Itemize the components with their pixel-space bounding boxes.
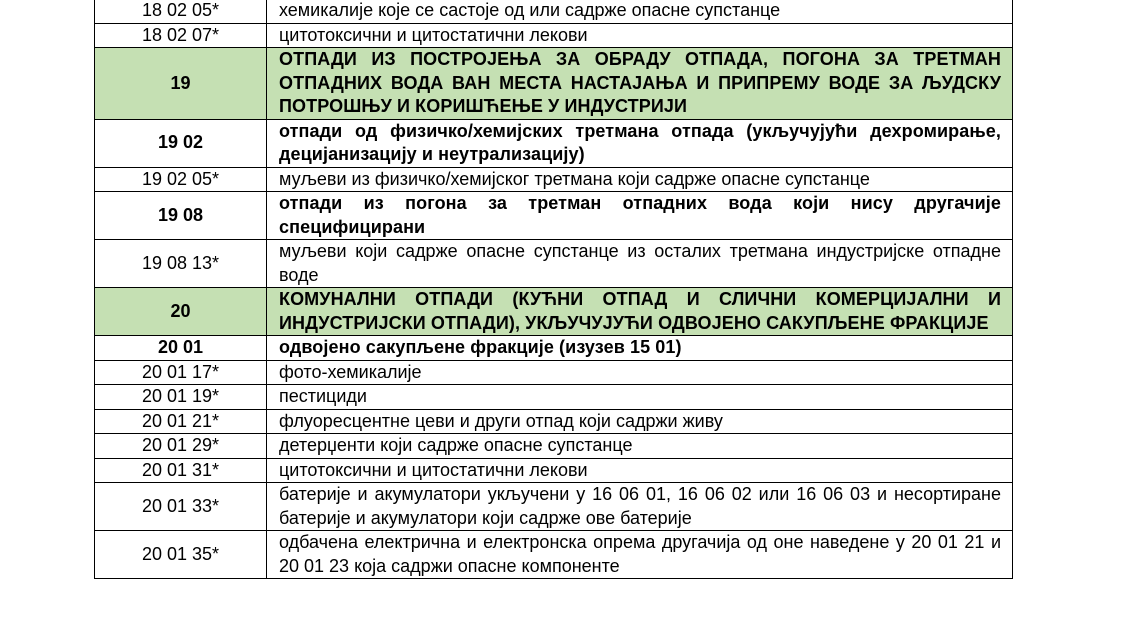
category-row [95, 48, 1013, 120]
waste-code-cell: 19 08 [95, 192, 267, 240]
waste-catalog-table [94, 0, 1013, 579]
waste-description-cell: батерије и акумулатори укључени у 16 06 01, 16 06 02 или 16 06 03 и несортиране батерије и акумулатори који садрже ове батерије [267, 483, 1013, 531]
waste-description-cell: муљеви из физичко/хемијског третмана који садрже опасне супстанце [267, 167, 1013, 192]
table-row [95, 360, 1013, 385]
waste-code-cell: 20 01 21* [95, 409, 267, 434]
waste-description-cell: цитотоксични и цитостатични лекови [267, 23, 1013, 48]
waste-description-cell: одбачена електрична и електронска опрема другачија од оне наведене у 20 01 21 и 20 01 23 која садржи опасне компоненте [267, 531, 1013, 579]
table-row [95, 240, 1013, 288]
waste-code-cell: 20 01 29* [95, 434, 267, 459]
waste-description-cell: хемикалије које се састоје од или садрже опасне супстанце [267, 0, 1013, 23]
waste-code-cell: 20 [95, 288, 267, 336]
subcategory-row [95, 336, 1013, 361]
waste-description-cell: флуоресцентне цеви и други отпад који садржи живу [267, 409, 1013, 434]
waste-description-cell: ОТПАДИ ИЗ ПОСТРОЈЕЊА ЗА ОБРАДУ ОТПАДА, ПОГОНА ЗА ТРЕТМАН ОТПАДНИХ ВОДА ВАН МЕСТА НАСТАЈАЊА И ПРИПРЕМУ ВОДЕ ЗА ЉУДСКУ ПОТРОШЊУ И КОРИШЋЕЊЕ У ИНДУСТРИЈИ [267, 48, 1013, 120]
table-row [95, 458, 1013, 483]
table-row [95, 0, 1013, 23]
waste-code-cell: 19 02 05* [95, 167, 267, 192]
table-row [95, 167, 1013, 192]
table-row [95, 531, 1013, 579]
waste-code-cell: 18 02 07* [95, 23, 267, 48]
table-row [95, 23, 1013, 48]
waste-description-cell: фото-хемикалије [267, 360, 1013, 385]
table-row [95, 483, 1013, 531]
waste-description-cell: пестициди [267, 385, 1013, 410]
waste-code-cell: 20 01 [95, 336, 267, 361]
waste-description-cell: детерџенти који садрже опасне супстанце [267, 434, 1013, 459]
table-row [95, 434, 1013, 459]
subcategory-row [95, 192, 1013, 240]
waste-code-cell: 19 08 13* [95, 240, 267, 288]
waste-description-cell: КОМУНАЛНИ ОТПАДИ (КУЋНИ ОТПАД И СЛИЧНИ КОМЕРЦИЈАЛНИ И ИНДУСТРИЈСКИ ОТПАДИ), УКЉУЧУЈУЋИ ОДВОЈЕНО САКУПЉЕНЕ ФРАКЦИЈЕ [267, 288, 1013, 336]
waste-code-cell: 20 01 17* [95, 360, 267, 385]
waste-code-cell: 20 01 35* [95, 531, 267, 579]
waste-description-cell: одвојено сакупљене фракције (изузев 15 01) [267, 336, 1013, 361]
table-row [95, 409, 1013, 434]
waste-code-cell: 19 02 [95, 119, 267, 167]
subcategory-row [95, 119, 1013, 167]
waste-description-cell: отпади од физичко/хемијских третмана отпада (укључујући дехромирање, децијанизацију и неутрализацију) [267, 119, 1013, 167]
table-row [95, 385, 1013, 410]
waste-table-body [95, 0, 1013, 579]
waste-code-cell: 19 [95, 48, 267, 120]
waste-code-cell: 20 01 31* [95, 458, 267, 483]
category-row [95, 288, 1013, 336]
waste-description-cell: отпади из погона за третман отпадних вода који нису другачије специфицирани [267, 192, 1013, 240]
waste-code-cell: 20 01 19* [95, 385, 267, 410]
waste-description-cell: муљеви који садрже опасне супстанце из осталих третмана индустријске отпадне воде [267, 240, 1013, 288]
waste-code-cell: 18 02 05* [95, 0, 267, 23]
waste-description-cell: цитотоксични и цитостатични лекови [267, 458, 1013, 483]
waste-code-cell: 20 01 33* [95, 483, 267, 531]
